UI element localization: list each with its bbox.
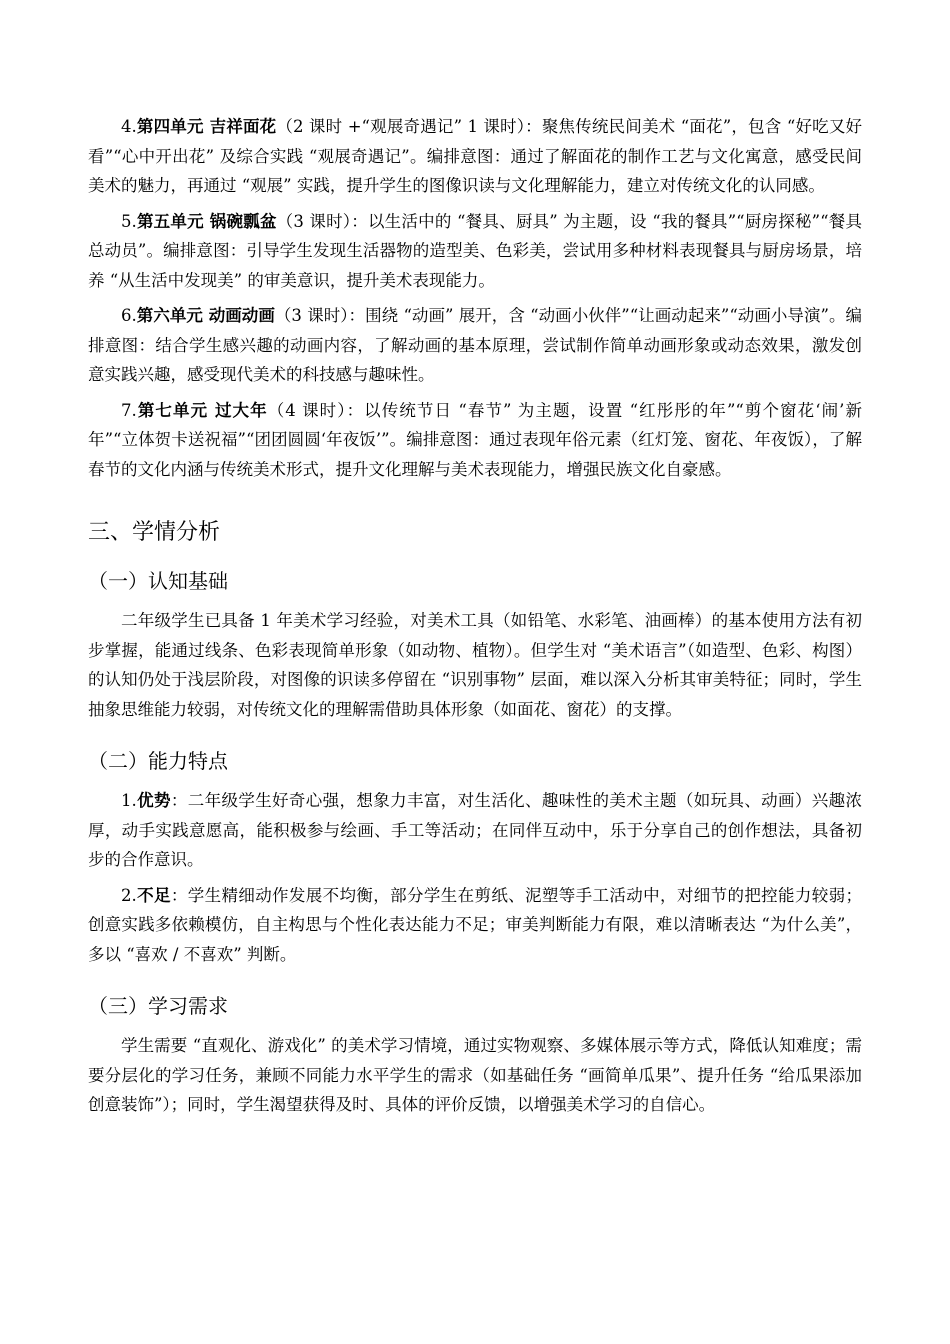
unit-6-number: 6. (121, 306, 137, 325)
unit-6-paragraph (88, 301, 862, 390)
unit-4-body: （2 课时 +“观展奇遇记” 1 课时）：聚焦传统民间美术 “面花”，包含 “好吃又好看”“心中开出花” 及综合实践 “观展奇遇记”。编排意图：通过了解面花的制作工艺与文化寓意，感受民间美术的魅力，再通过 “观展” 实践，提升学生的图像识读与文化理解能力，建立对传统文化的认同感。 (88, 117, 862, 195)
subsection-heading-learning-needs: （三）学习需求 (88, 994, 228, 1018)
section-heading: 三、学情分析 (88, 520, 221, 545)
weaknesses-title: 不足 (136, 885, 171, 905)
unit-7-number: 7. (121, 400, 137, 420)
unit-4-number: 4. (121, 117, 137, 136)
cognitive-basis-paragraph: 二年级学生已具备 1 年美术学习经验，对美术工具（如铅笔、水彩笔、油画棒）的基本使用方法有初步掌握，能通过线条、色彩表现简单形象（如动物、植物）。但学生对 “美术语言”（如造型、色彩、构图）的认知仍处于浅层阶段，对图像的识读多停留在 “识别事物” 层面，难以深入分析其审美特征；同时，学生抽象思维能力较弱，对传统文化的理解需借助具体形象（如面花、窗花）的支撑。 (88, 611, 862, 719)
subsection-heading-ability-features: （二）能力特点 (88, 749, 228, 773)
strengths-title: 优势 (136, 791, 171, 810)
weaknesses-paragraph (88, 881, 862, 970)
unit-6-body: （3 课时）：围绕 “动画” 展开，含 “动画小伙伴”“让画动起来”“动画小导演”。编排意图：结合学生感兴趣的动画内容，了解动画的基本原理，尝试制作简单动画形象或动态效果，激发创意实践兴趣，感受现代美术的科技感与趣味性。 (88, 306, 862, 384)
unit-7-title: 第七单元 过大年 (136, 400, 268, 420)
subsection-heading-cognitive-basis: （一）认知基础 (88, 569, 228, 593)
unit-6-title: 第六单元 动画动画 (136, 306, 275, 325)
unit-5-title: 第五单元 锅碗瓢盆 (136, 211, 277, 231)
unit-7-body: （4 课时）：以传统节日 “春节” 为主题，设置 “红彤彤的年”“剪个窗花‘闹’新年”“立体贺卡送祝福”“团团圆圆‘年夜饭’”。编排意图：通过表现年俗元素（红灯笼、窗花、年夜饭），了解春节的文化内涵与传统美术形式，提升文化理解与美术表现能力，增强民族文化自豪感。 (88, 400, 862, 479)
weaknesses-body: ：学生精细动作发展不均衡，部分学生在剪纸、泥塑等手工活动中，对细节的把控能力较弱；创意实践多依赖模仿，自主构思与个性化表达能力不足；审美判断能力有限，难以清晰表达 “为什么美”，多以 “喜欢 / 不喜欢” 判断。 (88, 885, 863, 964)
strengths-body: ：二年级学生好奇心强，想象力丰富，对生活化、趣味性的美术主题（如玩具、动画）兴趣浓厚，动手实践意愿高，能积极参与绘画、手工等活动；在同伴互动中，乐于分享自己的创作想法，具备初步的合作意识。 (88, 791, 863, 869)
strengths-number: 1. (121, 791, 137, 810)
unit-7-paragraph (88, 396, 862, 485)
weaknesses-number: 2. (121, 885, 137, 905)
unit-5-paragraph (88, 207, 862, 296)
learning-needs-paragraph: 学生需要 “直观化、游戏化” 的美术学习情境，通过实物观察、多媒体展示等方式，降低认知难度；需要分层化的学习任务，兼顾不同能力水平学生的需求（如基础任务 “画简单瓜果”、提升任务 “给瓜果添加创意装饰”）；同时，学生渴望获得及时、具体的评价反馈，以增强美术学习的自信心。 (88, 1036, 862, 1114)
unit-5-number: 5. (121, 211, 137, 231)
unit-4-paragraph (88, 112, 862, 201)
strengths-paragraph (88, 786, 862, 875)
unit-4-title: 第四单元 吉祥面花 (136, 117, 277, 136)
unit-5-body: （3 课时）：以生活中的 “餐具、厨具” 为主题，设 “我的餐具”“厨房探秘”“餐具总动员”。编排意图：引导学生发现生活器物的造型美、色彩美，尝试用多种材料表现餐具与厨房场景，培养 “从生活中发现美” 的审美意识，提升美术表现能力。 (88, 211, 862, 290)
